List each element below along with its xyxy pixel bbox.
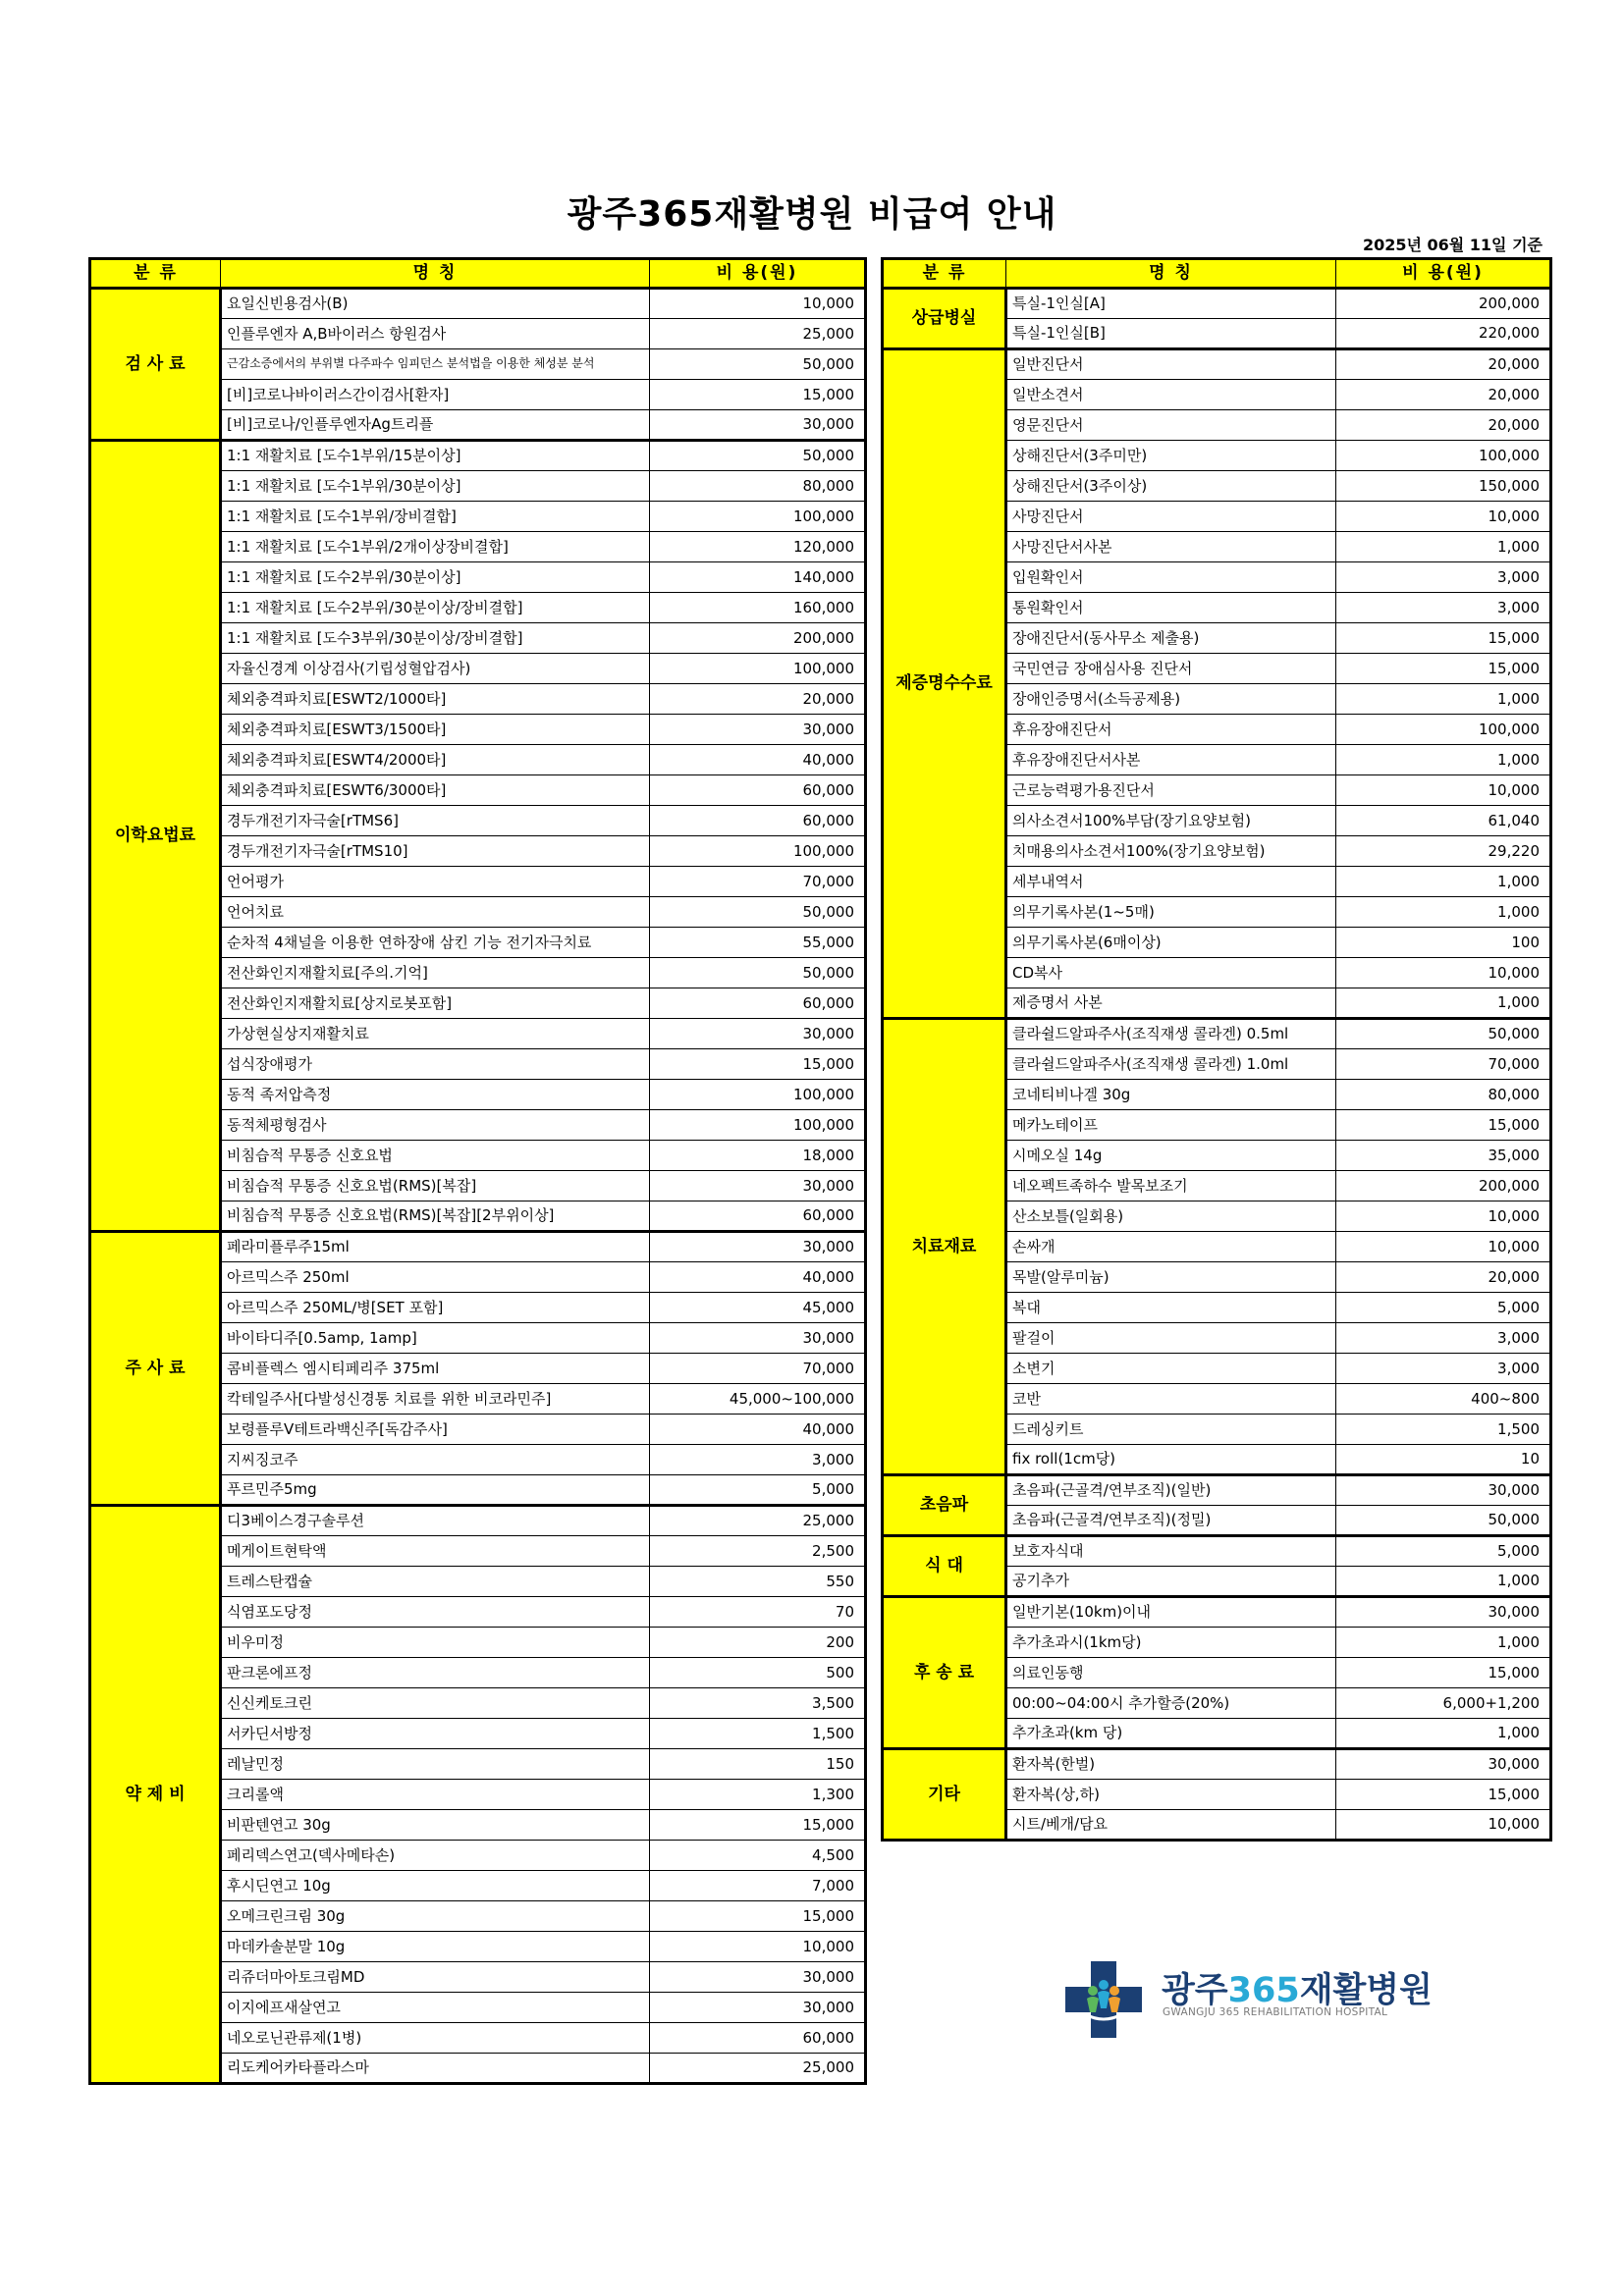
item-price-cell: 500 [650, 1658, 866, 1688]
item-name-cell: 비판텐연고 30g [221, 1810, 650, 1841]
item-price-cell: 80,000 [650, 471, 866, 502]
item-price-cell: 15,000 [1336, 654, 1551, 684]
item-name-cell: 오메크린크림 30g [221, 1901, 650, 1932]
item-price-cell: 100 [1336, 928, 1551, 958]
item-price-cell: 60,000 [650, 775, 866, 806]
item-price-cell: 200,000 [650, 623, 866, 654]
item-price-cell: 30,000 [650, 1171, 866, 1201]
item-price-cell: 140,000 [650, 562, 866, 593]
item-name-cell: 보호자식대 [1006, 1536, 1336, 1567]
item-price-cell: 15,000 [650, 1810, 866, 1841]
item-name-cell: 네오로닌관류제(1병) [221, 2023, 650, 2054]
item-price-cell: 200,000 [1336, 289, 1551, 319]
reference-date: 2025년 06월 11일 기준 [1362, 236, 1543, 254]
item-price-cell: 120,000 [650, 532, 866, 562]
item-price-cell: 200,000 [1336, 1171, 1551, 1201]
item-price-cell: 30,000 [1336, 1749, 1551, 1780]
item-price-cell: 10,000 [1336, 1810, 1551, 1841]
item-name-cell: 인플루엔자 A,B바이러스 항원검사 [221, 319, 650, 349]
item-price-cell: 60,000 [650, 806, 866, 836]
table-row [90, 289, 866, 319]
item-price-cell: 15,000 [650, 1901, 866, 1932]
item-name-cell: 의사소견서100%부담(장기요양보험) [1006, 806, 1336, 836]
item-name-cell: 일반진단서 [1006, 349, 1336, 380]
item-name-cell: 손싸개 [1006, 1232, 1336, 1262]
item-price-cell: 1,000 [1336, 867, 1551, 897]
item-price-cell: 100,000 [650, 1110, 866, 1141]
table-row [883, 1597, 1551, 1628]
table-row [90, 1506, 866, 1536]
item-name-cell: 1:1 재활치료 [도수2부위/30분이상/장비결합] [221, 593, 650, 623]
item-price-cell: 1,000 [1336, 1628, 1551, 1658]
item-name-cell: 초음파(근골격/연부조직)(정밀) [1006, 1506, 1336, 1536]
item-name-cell: 페리덱스연고(덱사메타손) [221, 1841, 650, 1871]
item-name-cell: 자율신경계 이상검사(기립성혈압검사) [221, 654, 650, 684]
item-price-cell: 70,000 [650, 1354, 866, 1384]
category-cell: 식 대 [883, 1536, 1006, 1597]
item-name-cell: 메게이트현탁액 [221, 1536, 650, 1567]
item-name-cell: 팔걸이 [1006, 1323, 1336, 1354]
item-price-cell: 70 [650, 1597, 866, 1628]
item-name-cell: 아르믹스주 250ml [221, 1262, 650, 1293]
item-price-cell: 60,000 [650, 2023, 866, 2054]
item-price-cell: 15,000 [1336, 1110, 1551, 1141]
item-price-cell: 45,000~100,000 [650, 1384, 866, 1415]
item-name-cell: 1:1 재활치료 [도수1부위/15분이상] [221, 441, 650, 471]
item-name-cell: 장애인증명서(소득공제용) [1006, 684, 1336, 715]
item-name-cell: 1:1 재활치료 [도수1부위/2개이상장비결합] [221, 532, 650, 562]
item-name-cell: 공기추가 [1006, 1567, 1336, 1597]
item-price-cell: 80,000 [1336, 1080, 1551, 1110]
item-price-cell: 30,000 [650, 1323, 866, 1354]
table-row [883, 349, 1551, 380]
item-name-cell: 목발(알루미늄) [1006, 1262, 1336, 1293]
item-name-cell: 경두개전기자극술[rTMS10] [221, 836, 650, 867]
item-price-cell: 61,040 [1336, 806, 1551, 836]
item-name-cell: [비]코로나/인플루엔자Ag트리플 [221, 410, 650, 441]
item-price-cell: 30,000 [650, 1962, 866, 1993]
item-price-cell: 3,000 [650, 1445, 866, 1475]
item-name-cell: 영문진단서 [1006, 410, 1336, 441]
item-price-cell: 50,000 [650, 349, 866, 380]
item-name-cell: 사망진단서 [1006, 502, 1336, 532]
item-price-cell: 25,000 [650, 1506, 866, 1536]
item-name-cell: 체외충격파치료[ESWT6/3000타] [221, 775, 650, 806]
item-price-cell: 550 [650, 1567, 866, 1597]
item-name-cell: 1:1 재활치료 [도수3부위/30분이상/장비결합] [221, 623, 650, 654]
item-price-cell: 4,500 [650, 1841, 866, 1871]
item-name-cell: 비침습적 무통증 신호요법(RMS)[복잡][2부위이상] [221, 1201, 650, 1232]
item-price-cell: 30,000 [650, 1232, 866, 1262]
item-name-cell: 지씨징코주 [221, 1445, 650, 1475]
item-price-cell: 1,500 [1336, 1415, 1551, 1445]
item-price-cell: 50,000 [1336, 1019, 1551, 1049]
item-price-cell: 3,000 [1336, 1323, 1551, 1354]
item-price-cell: 220,000 [1336, 319, 1551, 349]
table-row [90, 441, 866, 471]
item-name-cell: 식염포도당정 [221, 1597, 650, 1628]
item-price-cell: 40,000 [650, 745, 866, 775]
item-price-cell: 30,000 [650, 715, 866, 745]
item-name-cell: 푸르민주5mg [221, 1475, 650, 1506]
header-price: 비 용(원) [650, 259, 866, 289]
item-name-cell: 리쥬더마아토크림MD [221, 1962, 650, 1993]
item-name-cell: 요일신빈용검사(B) [221, 289, 650, 319]
item-price-cell: 1,000 [1336, 897, 1551, 928]
category-cell: 주 사 료 [90, 1232, 221, 1506]
item-price-cell: 100,000 [1336, 441, 1551, 471]
item-name-cell: 체외충격파치료[ESWT2/1000타] [221, 684, 650, 715]
table-header-row [90, 259, 866, 289]
item-name-cell: 페라미플루주15ml [221, 1232, 650, 1262]
item-price-cell: 10,000 [650, 1932, 866, 1962]
category-cell: 기타 [883, 1749, 1006, 1841]
table-header-row [883, 259, 1551, 289]
item-name-cell: 통원확인서 [1006, 593, 1336, 623]
item-name-cell: 바이타디주[0.5amp, 1amp] [221, 1323, 650, 1354]
item-price-cell: 55,000 [650, 928, 866, 958]
category-cell: 상급병실 [883, 289, 1006, 349]
item-name-cell: 가상현실상지재활치료 [221, 1019, 650, 1049]
header-category: 분 류 [90, 259, 221, 289]
item-name-cell: 1:1 재활치료 [도수2부위/30분이상] [221, 562, 650, 593]
item-name-cell: 상해진단서(3주미만) [1006, 441, 1336, 471]
item-name-cell: 비침습적 무통증 신호요법(RMS)[복잡] [221, 1171, 650, 1201]
logo-name-prefix: 광주 [1162, 1971, 1228, 2010]
item-price-cell: 100,000 [1336, 715, 1551, 745]
item-name-cell: 섭식장애평가 [221, 1049, 650, 1080]
item-price-cell: 15,000 [650, 380, 866, 410]
item-name-cell: 이지에프새살연고 [221, 1993, 650, 2023]
item-name-cell: 코네티비나겔 30g [1006, 1080, 1336, 1110]
item-name-cell: 코반 [1006, 1384, 1336, 1415]
hospital-logo [1063, 1959, 1433, 2038]
item-price-cell: 2,500 [650, 1536, 866, 1567]
item-name-cell: 의료인동행 [1006, 1658, 1336, 1688]
item-name-cell: 초음파(근골격/연부조직)(일반) [1006, 1475, 1336, 1506]
item-name-cell: 치매용의사소견서100%(장기요양보험) [1006, 836, 1336, 867]
item-name-cell: 보령플루V테트라백신주[독감주사] [221, 1415, 650, 1445]
item-price-cell: 400~800 [1336, 1384, 1551, 1415]
header-category: 분 류 [883, 259, 1006, 289]
table-row [883, 1019, 1551, 1049]
item-name-cell: 순차적 4채널을 이용한 연하장애 삼킨 기능 전기자극치료 [221, 928, 650, 958]
item-price-cell: 70,000 [650, 867, 866, 897]
item-price-cell: 3,000 [1336, 1354, 1551, 1384]
item-price-cell: 50,000 [650, 897, 866, 928]
item-name-cell: fix roll(1cm당) [1006, 1445, 1336, 1475]
item-price-cell: 1,000 [1336, 684, 1551, 715]
item-price-cell: 10,000 [1336, 958, 1551, 988]
item-price-cell: 50,000 [1336, 1506, 1551, 1536]
item-name-cell: 시트/베개/담요 [1006, 1810, 1336, 1841]
item-name-cell: 추가초과(km 당) [1006, 1719, 1336, 1749]
item-name-cell: 동적 족저압측정 [221, 1080, 650, 1110]
item-price-cell: 3,500 [650, 1688, 866, 1719]
item-name-cell: 비침습적 무통증 신호요법 [221, 1141, 650, 1171]
item-price-cell: 30,000 [1336, 1475, 1551, 1506]
item-name-cell: 드레싱키트 [1006, 1415, 1336, 1445]
item-name-cell: 근로능력평가용진단서 [1006, 775, 1336, 806]
item-name-cell: 특실-1인실[A] [1006, 289, 1336, 319]
item-price-cell: 1,000 [1336, 1719, 1551, 1749]
table-row [883, 289, 1551, 319]
item-name-cell: 칵테일주사[다발성신경통 치료를 위한 비코라민주] [221, 1384, 650, 1415]
item-price-cell: 100,000 [650, 1080, 866, 1110]
logo-name-suffix: 재활병원 [1299, 1971, 1433, 2010]
item-price-cell: 15,000 [1336, 1658, 1551, 1688]
item-price-cell: 30,000 [650, 410, 866, 441]
item-price-cell: 160,000 [650, 593, 866, 623]
item-name-cell: 언어평가 [221, 867, 650, 897]
item-price-cell: 1,000 [1336, 1567, 1551, 1597]
item-name-cell: 환자복(상,하) [1006, 1780, 1336, 1810]
header-price: 비 용(원) [1336, 259, 1551, 289]
item-price-cell: 150,000 [1336, 471, 1551, 502]
fee-table-right [881, 257, 1552, 1842]
item-name-cell: 전산화인지재활치료[상지로봇포함] [221, 988, 650, 1019]
header-name: 명 칭 [221, 259, 650, 289]
item-name-cell: 레날민정 [221, 1749, 650, 1780]
item-name-cell: 리도케어카타플라스마 [221, 2054, 650, 2084]
category-cell: 이학요법료 [90, 441, 221, 1232]
table-body [883, 289, 1551, 1841]
item-name-cell: 크리롤액 [221, 1780, 650, 1810]
item-name-cell: 마데카솔분말 10g [221, 1932, 650, 1962]
item-price-cell: 1,000 [1336, 988, 1551, 1019]
item-name-cell: 복대 [1006, 1293, 1336, 1323]
item-name-cell: 경두개전기자극술[rTMS6] [221, 806, 650, 836]
item-price-cell: 20,000 [1336, 1262, 1551, 1293]
item-price-cell: 3,000 [1336, 562, 1551, 593]
item-name-cell: 일반소견서 [1006, 380, 1336, 410]
item-name-cell: 서카딘서방정 [221, 1719, 650, 1749]
item-name-cell: 의무기록사본(6매이상) [1006, 928, 1336, 958]
category-cell: 초음파 [883, 1475, 1006, 1536]
item-name-cell: 체외충격파치료[ESWT3/1500타] [221, 715, 650, 745]
item-price-cell: 15,000 [1336, 623, 1551, 654]
item-name-cell: 세부내역서 [1006, 867, 1336, 897]
item-name-cell: 디3베이스경구솔루션 [221, 1506, 650, 1536]
item-price-cell: 60,000 [650, 1201, 866, 1232]
category-cell: 검 사 료 [90, 289, 221, 441]
header-name: 명 칭 [1006, 259, 1336, 289]
item-price-cell: 100,000 [650, 654, 866, 684]
item-name-cell: 후유장애진단서사본 [1006, 745, 1336, 775]
item-price-cell: 60,000 [650, 988, 866, 1019]
item-price-cell: 1,300 [650, 1780, 866, 1810]
item-price-cell: 40,000 [650, 1262, 866, 1293]
item-name-cell: 동적체평형검사 [221, 1110, 650, 1141]
item-price-cell: 20,000 [1336, 349, 1551, 380]
item-price-cell: 1,000 [1336, 532, 1551, 562]
item-price-cell: 10,000 [1336, 775, 1551, 806]
item-price-cell: 10 [1336, 1445, 1551, 1475]
item-name-cell: 후시딘연고 10g [221, 1871, 650, 1901]
item-name-cell: 네오펙트족하수 발목보조기 [1006, 1171, 1336, 1201]
item-price-cell: 100,000 [650, 502, 866, 532]
item-name-cell: 제증명서 사본 [1006, 988, 1336, 1019]
item-price-cell: 50,000 [650, 958, 866, 988]
category-cell: 약 제 비 [90, 1506, 221, 2084]
item-name-cell: 클라쉴드알파주사(조직재생 콜라겐) 1.0ml [1006, 1049, 1336, 1080]
item-name-cell: 시메오실 14g [1006, 1141, 1336, 1171]
item-price-cell: 30,000 [650, 1019, 866, 1049]
item-price-cell: 10,000 [1336, 1232, 1551, 1262]
item-price-cell: 1,500 [650, 1719, 866, 1749]
item-price-cell: 50,000 [650, 441, 866, 471]
table-row [90, 1232, 866, 1262]
item-price-cell: 25,000 [650, 319, 866, 349]
item-name-cell: 00:00~04:00시 추가할증(20%) [1006, 1688, 1336, 1719]
item-price-cell: 150 [650, 1749, 866, 1780]
item-price-cell: 7,000 [650, 1871, 866, 1901]
item-name-cell: 산소보틀(일회용) [1006, 1201, 1336, 1232]
category-cell: 후 송 료 [883, 1597, 1006, 1749]
item-price-cell: 10,000 [1336, 1201, 1551, 1232]
item-price-cell: 70,000 [1336, 1049, 1551, 1080]
category-cell: 제증명수수료 [883, 349, 1006, 1019]
table-row [883, 1536, 1551, 1567]
item-name-cell: 입원확인서 [1006, 562, 1336, 593]
item-price-cell: 10,000 [1336, 502, 1551, 532]
item-price-cell: 100,000 [650, 836, 866, 867]
item-price-cell: 200 [650, 1628, 866, 1658]
item-price-cell: 5,000 [1336, 1293, 1551, 1323]
item-price-cell: 15,000 [1336, 1780, 1551, 1810]
item-name-cell: 근감소증에서의 부위별 다주파수 임피던스 분석법을 이용한 체성분 분석 [221, 349, 650, 380]
item-name-cell: 환자복(한벌) [1006, 1749, 1336, 1780]
item-price-cell: 20,000 [1336, 380, 1551, 410]
hospital-logo-english: GWANGJU 365 REHABILITATION HOSPITAL [1163, 2006, 1388, 2018]
table-row [883, 1475, 1551, 1506]
item-price-cell: 10,000 [650, 289, 866, 319]
item-name-cell: 일반기본(10km)이내 [1006, 1597, 1336, 1628]
item-name-cell: 비우미정 [221, 1628, 650, 1658]
hospital-cross-icon [1063, 1959, 1144, 2040]
item-name-cell: 1:1 재활치료 [도수1부위/장비결합] [221, 502, 650, 532]
item-name-cell: 체외충격파치료[ESWT4/2000타] [221, 745, 650, 775]
item-price-cell: 35,000 [1336, 1141, 1551, 1171]
item-price-cell: 25,000 [650, 2054, 866, 2084]
logo-name-number: 365 [1227, 1971, 1300, 2010]
table-body [90, 289, 866, 2084]
category-cell: 치료재료 [883, 1019, 1006, 1475]
item-name-cell: 아르믹스주 250ML/병[SET 포함] [221, 1293, 650, 1323]
item-price-cell: 45,000 [650, 1293, 866, 1323]
item-name-cell: 추가초과시(1km당) [1006, 1628, 1336, 1658]
item-price-cell: 5,000 [650, 1475, 866, 1506]
item-name-cell: 장애진단서(동사무소 제출용) [1006, 623, 1336, 654]
item-price-cell: 3,000 [1336, 593, 1551, 623]
item-name-cell: CD복사 [1006, 958, 1336, 988]
item-name-cell: 클라쉴드알파주사(조직재생 콜라겐) 0.5ml [1006, 1019, 1336, 1049]
fee-table-left [88, 257, 867, 2085]
item-price-cell: 40,000 [650, 1415, 866, 1445]
page-title: 광주365재활병원 비급여 안내 [567, 194, 1057, 235]
item-name-cell: 전산화인지재활치료[주의.기억] [221, 958, 650, 988]
table-row [883, 1749, 1551, 1780]
item-name-cell: 소변기 [1006, 1354, 1336, 1384]
item-name-cell: 국민연금 장애심사용 진단서 [1006, 654, 1336, 684]
item-name-cell: 트레스탄캡슐 [221, 1567, 650, 1597]
item-name-cell: [비]코로나바이러스간이검사[환자] [221, 380, 650, 410]
item-price-cell: 20,000 [1336, 410, 1551, 441]
item-name-cell: 상해진단서(3주이상) [1006, 471, 1336, 502]
item-price-cell: 5,000 [1336, 1536, 1551, 1567]
item-price-cell: 1,000 [1336, 745, 1551, 775]
item-price-cell: 29,220 [1336, 836, 1551, 867]
item-name-cell: 메카노테이프 [1006, 1110, 1336, 1141]
item-name-cell: 특실-1인실[B] [1006, 319, 1336, 349]
item-name-cell: 1:1 재활치료 [도수1부위/30분이상] [221, 471, 650, 502]
item-price-cell: 6,000+1,200 [1336, 1688, 1551, 1719]
item-price-cell: 18,000 [650, 1141, 866, 1171]
item-name-cell: 후유장애진단서 [1006, 715, 1336, 745]
item-name-cell: 의무기록사본(1~5매) [1006, 897, 1336, 928]
hospital-logo-name [1162, 1963, 1433, 2012]
item-price-cell: 30,000 [650, 1993, 866, 2023]
item-name-cell: 언어치료 [221, 897, 650, 928]
item-price-cell: 15,000 [650, 1049, 866, 1080]
item-price-cell: 20,000 [650, 684, 866, 715]
item-name-cell: 콤비플렉스 엠시티페리주 375ml [221, 1354, 650, 1384]
item-name-cell: 사망진단서사본 [1006, 532, 1336, 562]
item-name-cell: 신신케토크린 [221, 1688, 650, 1719]
item-name-cell: 판크론에프정 [221, 1658, 650, 1688]
item-price-cell: 30,000 [1336, 1597, 1551, 1628]
